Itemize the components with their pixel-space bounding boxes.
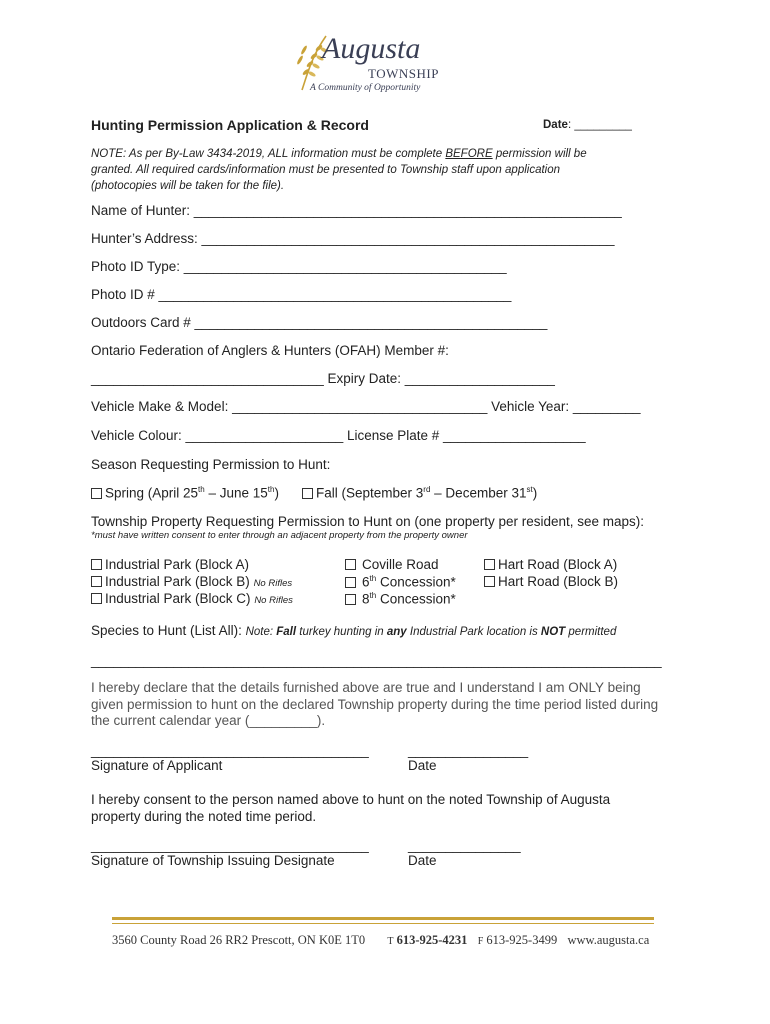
6th-concession-checkbox[interactable] [345,577,356,588]
logo-subtitle: TOWNSHIP [368,66,439,81]
species-label: Species to Hunt (List All): Note: Fall turkey hunting in any Industrial Park location is NOT permitted [91,623,617,638]
property-option-hart-b[interactable]: Hart Road (Block B) [484,574,618,589]
property-option-8th-concession[interactable]: 8th Concession* [345,591,456,607]
designate-signature-label: Signature of Township Issuing Designate [91,853,335,868]
ofah-member-field[interactable]: _______________________________ Expiry Date: ____________________ [91,371,555,386]
property-label: Township Property Requesting Permission to Hunt on (one property per resident, see maps): [91,514,645,529]
applicant-date-line[interactable]: ________________ [408,743,529,758]
designate-date-line[interactable]: _______________ [408,838,521,853]
photo-id-number-field[interactable]: Photo ID # _______________________________________________ [91,287,512,302]
ip-a-checkbox[interactable] [91,559,102,570]
property-option-ip-a[interactable]: Industrial Park (Block A) [91,557,249,572]
property-option-coville[interactable]: Coville Road [345,557,439,572]
season-fall-option[interactable]: Fall (September 3rd – December 31st) [302,485,537,501]
date-field[interactable]: Date: _________ [543,119,632,131]
hunter-address-field[interactable]: Hunter’s Address: _______________________________________________________ [91,231,615,246]
applicant-signature-line[interactable]: _____________________________________ [91,743,369,758]
spring-checkbox[interactable] [91,488,102,499]
designate-date-label: Date [408,853,437,868]
hart-a-checkbox[interactable] [484,559,495,570]
8th-concession-checkbox[interactable] [345,594,356,605]
bylaw-note: NOTE: As per By-Law 3434-2019, ALL information must be complete BEFORE permission will be granted. All required cards/information must be presented to Township staff upon application (photocopies will be taken for the file). [91,148,587,192]
coville-checkbox[interactable] [345,559,356,570]
property-option-hart-a[interactable]: Hart Road (Block A) [484,557,617,572]
hart-b-checkbox[interactable] [484,576,495,587]
footer-contact: 3560 County Road 26 RR2 Prescott, ON K0E 1T0 T 613-925-4231 F 613-925-3499 www.augusta.ca [112,933,650,947]
photo-id-type-field[interactable]: Photo ID Type: ___________________________________________ [91,259,507,274]
date-blank: _________ [574,119,632,131]
hunter-name-field[interactable]: Name of Hunter: _________________________________________________________ [91,203,622,218]
date-label: Date [543,119,568,131]
fall-checkbox[interactable] [302,488,313,499]
vehicle-colour-field[interactable]: Vehicle Colour: _____________________ License Plate # ___________________ [91,428,586,443]
applicant-date-label: Date [408,758,437,773]
logo-tagline: A Community of Opportunity [310,83,421,93]
property-note: *must have written consent to enter through an adjacent property from the property owner [91,530,468,541]
applicant-signature-label: Signature of Applicant [91,758,223,773]
outdoors-card-field[interactable]: Outdoors Card # _______________________________________________ [91,315,548,330]
logo-name: Augusta [322,32,421,65]
footer-rule [112,917,654,924]
ofah-label: Ontario Federation of Anglers & Hunters (OFAH) Member #: [91,343,449,358]
vehicle-make-field[interactable]: Vehicle Make & Model: __________________________________ Vehicle Year: _________ [91,399,641,414]
footer-address: 3560 County Road 26 RR2 Prescott, ON K0E 1T0 [112,933,366,947]
declaration-text: I hereby declare that the details furnished above are true and I understand I am ONLY being given permission to hunt on the declared Township property during the time period listed during the current calendar year (_________). [91,680,659,728]
footer-website[interactable]: www.augusta.ca [567,933,650,947]
form-title: Hunting Permission Application & Record [91,117,369,133]
footer-fax: 613-925-3499 [486,933,558,947]
season-spring-option[interactable]: Spring (April 25th – June 15th) [91,485,279,501]
season-label: Season Requesting Permission to Hunt: [91,457,331,472]
property-option-ip-b[interactable]: Industrial Park (Block B) No Rifles [91,574,292,589]
species-field[interactable]: ____________________________________________________________________________ [91,653,662,668]
no-rifles-note: No Rifles [253,578,293,589]
property-option-ip-c[interactable]: Industrial Park (Block C) No Rifles [91,591,293,606]
consent-text: I hereby consent to the person named above to hunt on the noted Township of Augusta property during the noted time period. [91,792,611,824]
ip-b-checkbox[interactable] [91,576,102,587]
ip-c-checkbox[interactable] [91,593,102,604]
property-option-6th-concession[interactable]: 6th Concession* [345,574,456,590]
footer-phone: 613-925-4231 [396,933,468,947]
township-logo [292,28,452,98]
designate-signature-line[interactable]: _____________________________________ [91,838,369,853]
no-rifles-note: No Rifles [254,595,293,606]
